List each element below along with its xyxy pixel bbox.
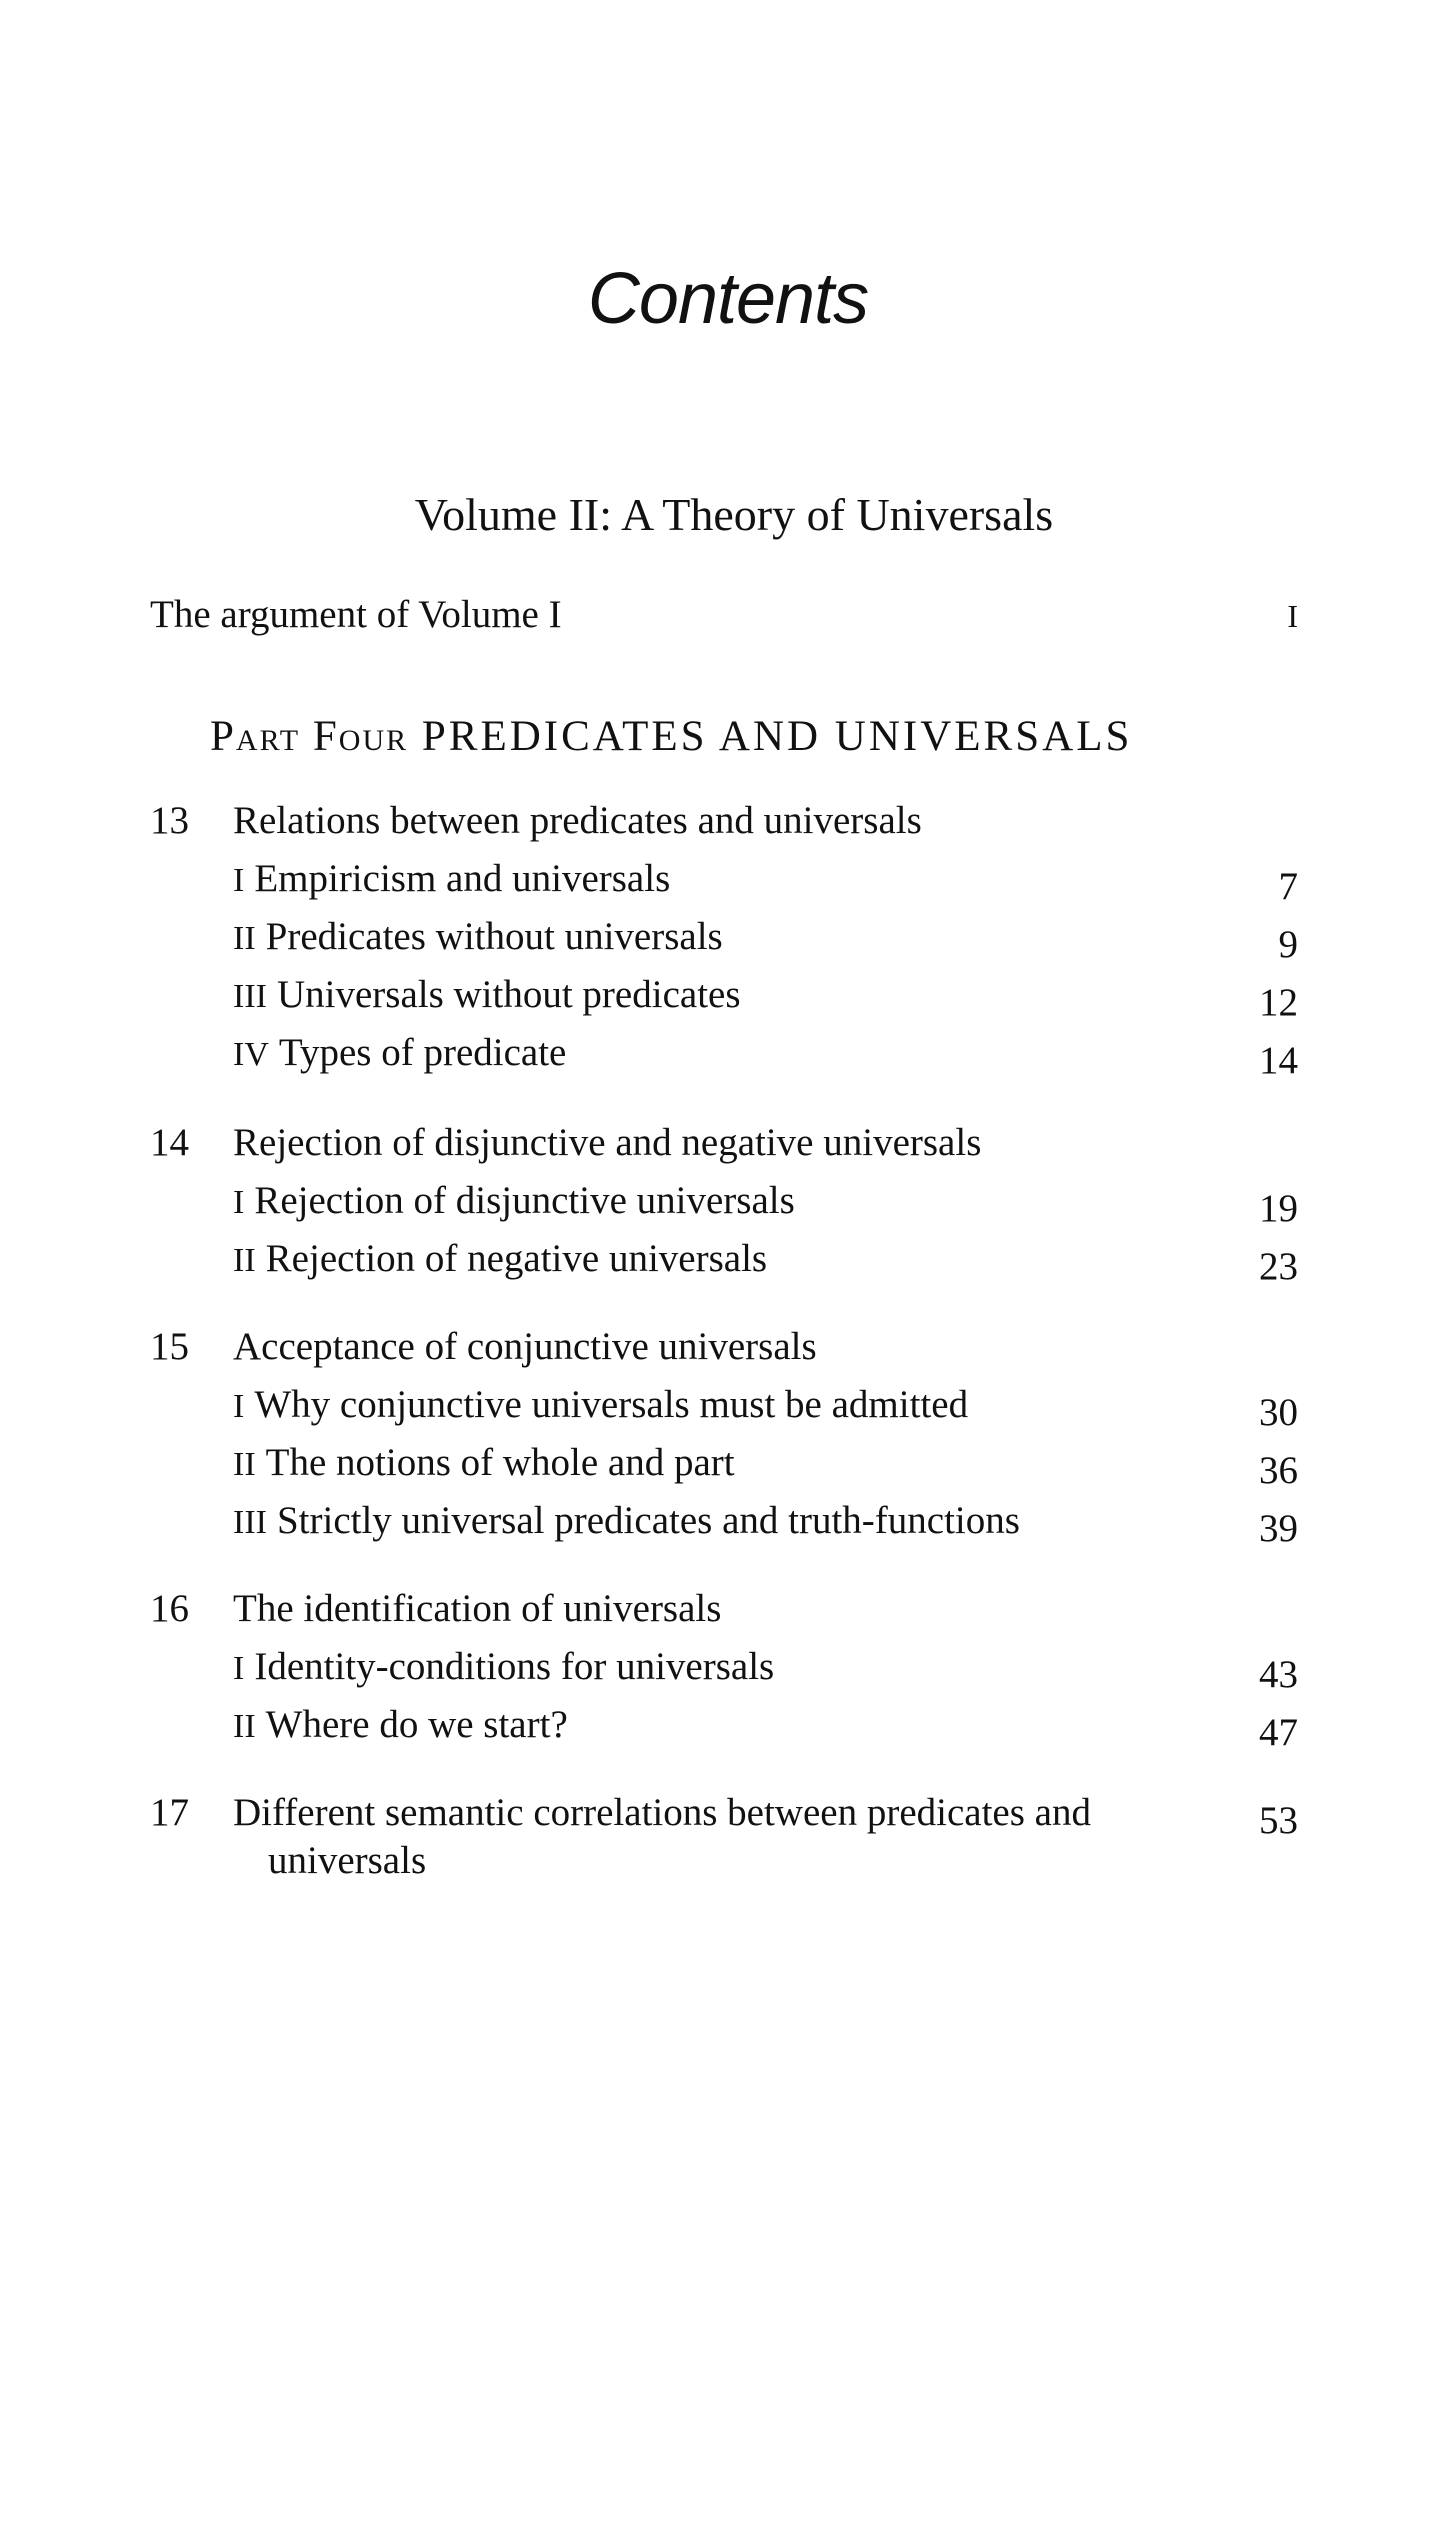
- chapter-number: 17: [150, 1791, 189, 1834]
- chapter-title[interactable]: Different semantic correlations between predicates and: [233, 1791, 1091, 1834]
- section-page: 9: [1278, 923, 1298, 966]
- section-page: 12: [1259, 981, 1298, 1024]
- chapter-page: 53: [1259, 1799, 1298, 1842]
- part-heading: [210, 712, 1132, 761]
- volume-title: Volume II: A Theory of Universals: [414, 489, 1054, 540]
- section-entry[interactable]: II Rejection of negative universals: [233, 1237, 768, 1280]
- section-entry[interactable]: III Strictly universal predicates and truth-functions: [233, 1499, 1020, 1542]
- section-page: 47: [1259, 1711, 1298, 1754]
- section-entry[interactable]: I Why conjunctive universals must be admitted: [233, 1383, 969, 1426]
- chapter-title[interactable]: Rejection of disjunctive and negative universals: [233, 1121, 982, 1164]
- section-entry[interactable]: II Predicates without universals: [233, 915, 723, 958]
- section-entry[interactable]: III Universals without predicates: [233, 973, 741, 1016]
- chapter-title[interactable]: Acceptance of conjunctive universals: [233, 1325, 817, 1368]
- section-page: 23: [1259, 1245, 1298, 1288]
- section-page: 7: [1278, 865, 1298, 908]
- section-page: 14: [1259, 1039, 1298, 1082]
- intro-entry-page: I: [1287, 598, 1298, 634]
- section-page: 19: [1259, 1187, 1298, 1230]
- chapter-number: 13: [150, 799, 189, 842]
- chapter-title[interactable]: The identification of universals: [233, 1587, 722, 1630]
- chapter-title-continued[interactable]: universals: [268, 1839, 427, 1882]
- chapter-number: 16: [150, 1587, 189, 1630]
- chapter-number: 14: [150, 1121, 189, 1164]
- section-entry[interactable]: I Rejection of disjunctive universals: [233, 1179, 795, 1222]
- chapter-title[interactable]: Relations between predicates and universals: [233, 799, 922, 842]
- section-entry[interactable]: I Empiricism and universals: [233, 857, 671, 900]
- section-page: 36: [1259, 1449, 1298, 1492]
- part-title: PREDICATES AND UNIVERSALS: [421, 713, 1133, 760]
- section-page: 39: [1259, 1507, 1298, 1550]
- section-page: 30: [1259, 1391, 1298, 1434]
- part-label: Part Four: [210, 713, 409, 760]
- section-entry[interactable]: I Identity-conditions for universals: [233, 1645, 775, 1688]
- section-entry[interactable]: IV Types of predicate: [233, 1031, 567, 1074]
- section-entry[interactable]: II Where do we start?: [233, 1703, 568, 1746]
- intro-entry-title[interactable]: The argument of Volume I: [150, 593, 562, 636]
- section-page: 43: [1259, 1653, 1298, 1696]
- section-entry[interactable]: II The notions of whole and part: [233, 1441, 735, 1484]
- chapter-number: 15: [150, 1325, 189, 1368]
- page-title: Contents: [587, 259, 869, 339]
